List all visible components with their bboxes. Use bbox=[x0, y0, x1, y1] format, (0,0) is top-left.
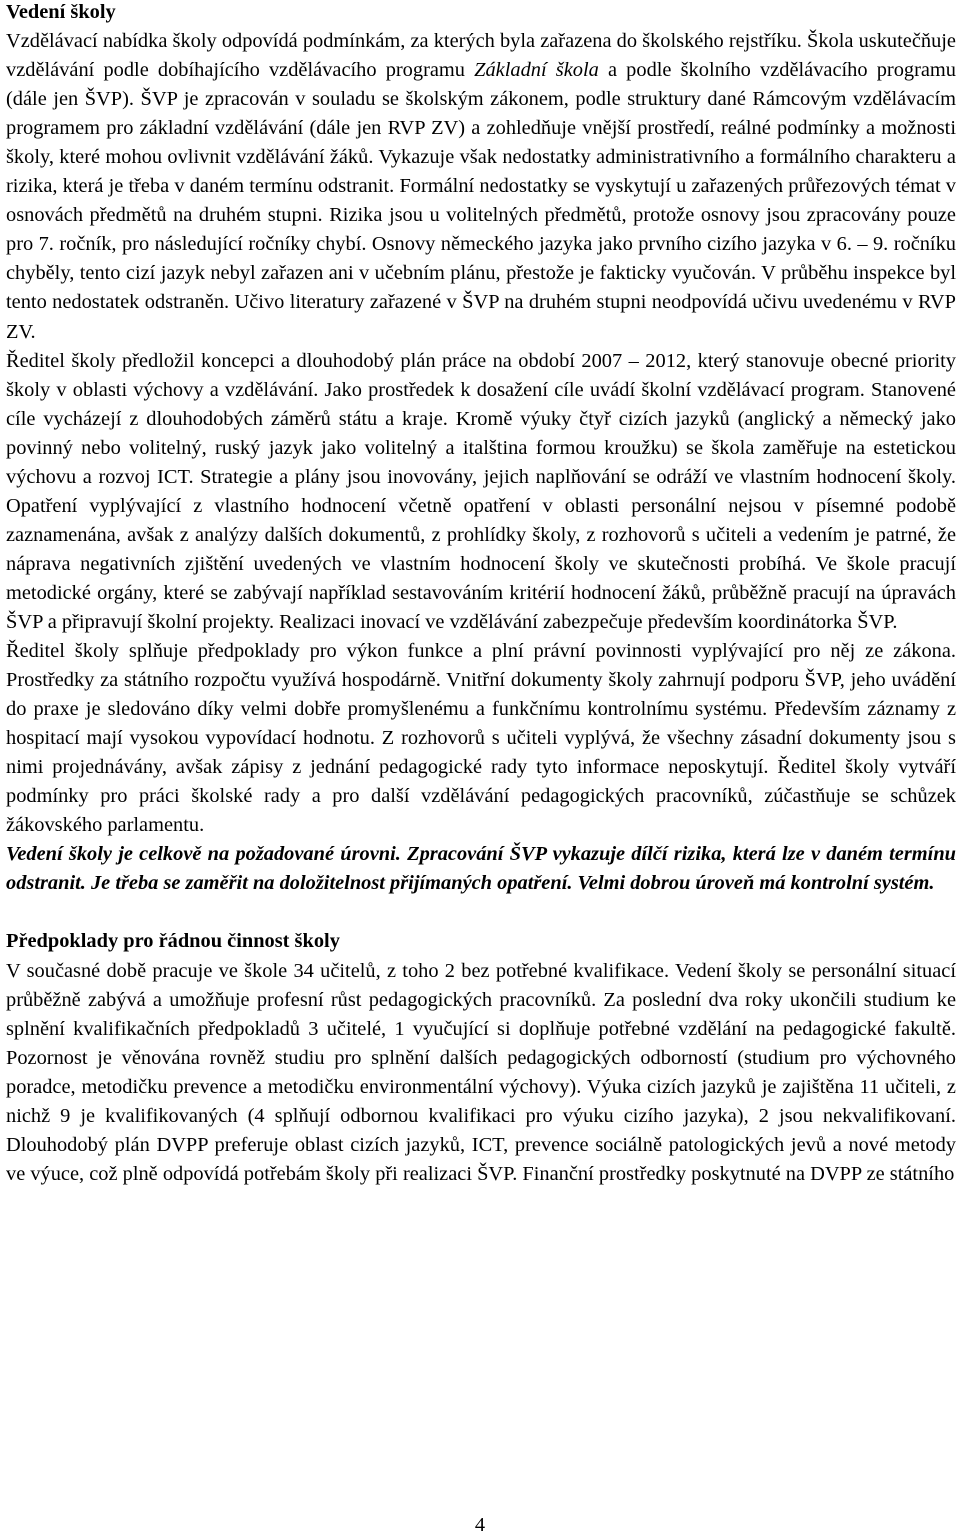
program-name-italic: Základní škola bbox=[474, 59, 599, 82]
section-spacer bbox=[6, 898, 956, 927]
paragraph-svp bbox=[6, 27, 956, 347]
paragraph-personalni: V současné době pracuje ve škole 34 učitelů, z toho 2 bez potřebné kvalifikace. Vedení školy se personální situací průběžně zabývá a umožňuje profesní růst pedagogických pracovníků. Za poslední dva roky ukončili studium ke splnění kvalifikačních předpokladů 3 učitelé, 1 vyučující si doplňuje potřebné vzdělání na pedagogické fakultě. Pozornost je věnována rovněž studiu pro splnění dalších pedagogických odborností (studium pro výchovného poradce, metodičku prevence a metodičku environmentální výchovy). Výuka cizích jazyků je zajištěna 11 učiteli, z nichž 9 je kvalifikovaných (4 splňují odbornou kvalifikaci pro výuku cizího jazyka), 2 jsou nekvalifikovaní. Dlouhodobý plán DVPP preferuje oblast cizích jazyků, ICT, prevence sociálně patologických jevů a nové metody ve výuce, což plně odpovídá potřebám školy při realizaci ŠVP. Finanční prostředky poskytnuté na DVPP ze státního bbox=[6, 959, 956, 1185]
section-conclusion: Vedení školy je celkově na požadované úrovni. Zpracování ŠVP vykazuje dílčí rizika, která lze v daném termínu odstranit. Je třeba se zaměřit na doložitelnost přijímaných opatření. Velmi dobrou úroveň má kontrolní systém. bbox=[6, 843, 956, 895]
section-heading-predpoklady: Předpoklady pro řádnou činnost školy bbox=[6, 930, 340, 953]
paragraph-koncepce: Ředitel školy předložil koncepci a dlouhodobý plán práce na období 2007 – 2012, který stanovuje obecné priority školy v oblasti výchovy a vzdělávání. Jako prostředek k dosažení cíle uvádí školní vzdělávací program. Stanovené cíle vycházejí z dlouhodobých záměrů státu a kraje. Kromě výuky čtyř cizích jazyků (anglický a německý jako povinný nebo volitelný, ruský jazyk jako volitelný a italština formou kroužku) se škola zaměřuje na estetickou výchovu a rozvoj ICT. Strategie a plány jsou inovovány, jejich naplňování se odráží ve vlastním hodnocení školy. Opatření vyplývající z vlastního hodnocení včetně opatření v oblasti personální nejsou v písemné podobě zaznamenána, avšak z analýzy dalších dokumentů, z prohlídky školy, z rozhovorů s učiteli a vedením je patrné, že náprava negativních zjištění uvedených ve vlastním hodnocení školy ve skutečnosti probíhá. Ve škole pracují metodické orgány, které se zabývají například sestavováním kritérií hodnocení žáků, průběžně pracují na úpravách ŠVP a připravují školní projekty. Realizaci inovací ve vzdělávání zabezpečuje především koordinátorka ŠVP. bbox=[6, 349, 956, 633]
document-page bbox=[6, 0, 956, 1189]
paragraph-svp-text-end: a podle školního vzdělávacího programu (dále jen ŠVP). ŠVP je zpracován v souladu se školským zákonem, podle struktury dané Rámcovým vzdělávacím programem pro základní vzdělávání (dále jen RVP ZV) a zohledňuje vnější prostředí, reálné podmínky a možnosti školy, které mohou ovlivnit vzdělávání žáků. Vykazuje však nedostatky administrativního a formálního charakteru a rizika, která je třeba v daném termínu odstranit. Formální nedostatky se vyskytují u zařazených průřezových témat v osnovách předmětů na druhém stupni. Rizika jsou u volitelných předmětů, protože osnovy jsou zpracovány pouze pro 7. ročník, pro následující ročníky chybí. Osnovy německého jazyka jako prvního cizího jazyka v 6. – 9. ročníku chyběly, tento cizí jazyk nebyl zařazen ani v učebním plánu, přestože je fakticky vyučován. V průběhu inspekce byl tento nedostatek odstraněn. Učivo literatury zařazené v ŠVP na druhém stupni neodpovídá učivu uvedenému v RVP ZV. bbox=[6, 59, 956, 343]
section-heading-vedeni-skoly: Vedení školy bbox=[6, 1, 116, 23]
page-number: 4 bbox=[474, 1514, 486, 1536]
paragraph-svp-text-start: Vzdělávací nabídka školy odpovídá podmínkám, za kterých byla zařazena do školského rejstříku. Škola uskutečňuje vzdělávání podle dobíhajícího vzdělávacího programu bbox=[6, 30, 956, 82]
paragraph-reditel: Ředitel školy splňuje předpoklady pro výkon funkce a plní právní povinnosti vyplývající pro něj ze zákona. Prostředky za státního rozpočtu využívá hospodárně. Vnitřní dokumenty školy zahrnují podporu ŠVP, jeho uvádění do praxe je sledováno díky velmi dobře promyšlenému a funkčnímu kontrolnímu systému. Především záznamy z hospitací mají vysokou vypovídací hodnotu. Z rozhovorů s učiteli vyplývá, že všechny zásadní dokumenty jsou s nimi projednávány, avšak zápisy z jednání pedagogické rady tyto informace neposkytují. Ředitel školy vytváří podmínky pro práci školské rady a pro další vzdělávání pedagogických pracovníků, zúčastňuje se schůzek žákovského parlamentu. bbox=[6, 640, 956, 837]
